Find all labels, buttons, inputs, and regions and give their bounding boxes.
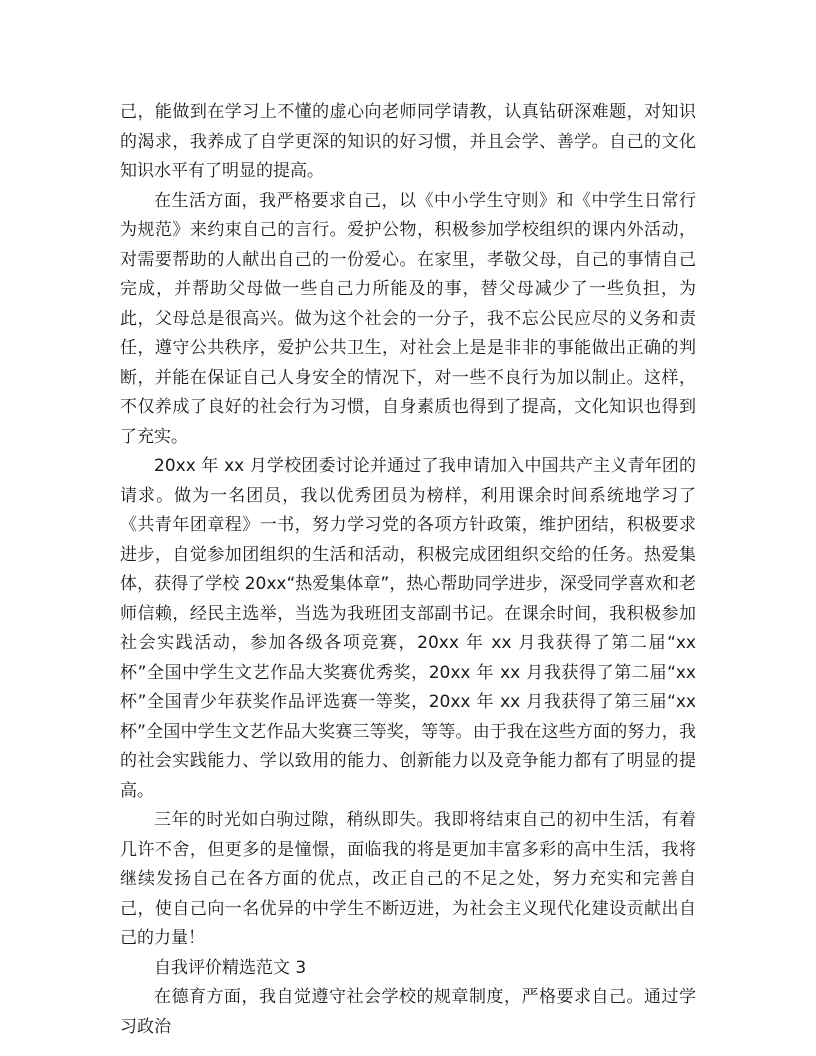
section-heading: 自我评价精选范文 3	[154, 957, 307, 978]
paragraph-life: 在生活方面，我严格要求自己，以《中小学生守则》和《中学生日常行为规范》来约束自己的言行。爱护公物，积极参加学校组织的课内外活动，对需要帮助的人献出自己的一份爱心。在家里，孝敬父母，自己的事情自己完成，并帮助父母做一些自己力所能及的事，替父母减少了一些负担，为此，父母总是很高兴。做为这个社会的一分子，我不忘公民应尽的义务和责任，遵守公共秩序，爱护公共卫生，对社会上是是非非的事能做出正确的判断，并能在保证自己人身安全的情况下，对一些不良行为加以制止。这样，不仅养成了良好的社会行为习惯，自身素质也得到了提高，文化知识也得到了充实。	[120, 190, 696, 447]
paragraph-continued: 己，能做到在学习上不懂的虚心向老师同学请教，认真钻研深难题，对知识的渴求，我养成了自学更深的知识的好习惯，并且会学、善学。自己的文化知识水平有了明显的提高。	[120, 102, 696, 181]
paragraph-league: 20xx 年 xx 月学校团委讨论并通过了我申请加入中国共产主义青年团的请求。做为一名团员，我以优秀团员为榜样，利用课余时间系统地学习了《共青年团章程》一书，努力学习党的各项方针政策，维护团结，积极要求进步，自觉参加团组织的生活和活动，积极完成团组织交给的任务。热爱集体，获得了学校 20xx“热爱集体章”，热心帮助同学进步，深受同学喜欢和老师信赖，经民主选举，当选为我班团支部副书记。在课余时间，我积极参加社会实践活动，参加各级各项竞赛，20xx 年 xx 月我获得了第二届“xx 杯”全国中学生文艺作品大奖赛优秀奖，20xx 年 xx 月我获得了第二届“xx 杯”全国青少年获奖作品评选赛一等奖，20xx 年 xx 月我获得了第三届“xx 杯”全国中学生文艺作品大奖赛三等奖，等等。由于我在这些方面的努力，我的社会实践能力、学以致用的能力、创新能力以及竞争能力都有了明显的提高。	[120, 456, 696, 801]
paragraph-moral: 在德育方面，我自觉遵守社会学校的规章制度，严格要求自己。通过学习政治	[120, 987, 696, 1037]
document-page	[120, 98, 696, 1042]
paragraph-conclusion: 三年的时光如白驹过隙，稍纵即失。我即将结束自己的初中生活，有着几许不舍，但更多的是憧憬，面临我的将是更加丰富多彩的高中生活，我将继续发扬自己在各方面的优点，改正自己的不足之处，努力充实和完善自己，使自己向一名优异的中学生不断迈进，为社会主义现代化建设贡献出自己的力量！	[120, 810, 696, 948]
